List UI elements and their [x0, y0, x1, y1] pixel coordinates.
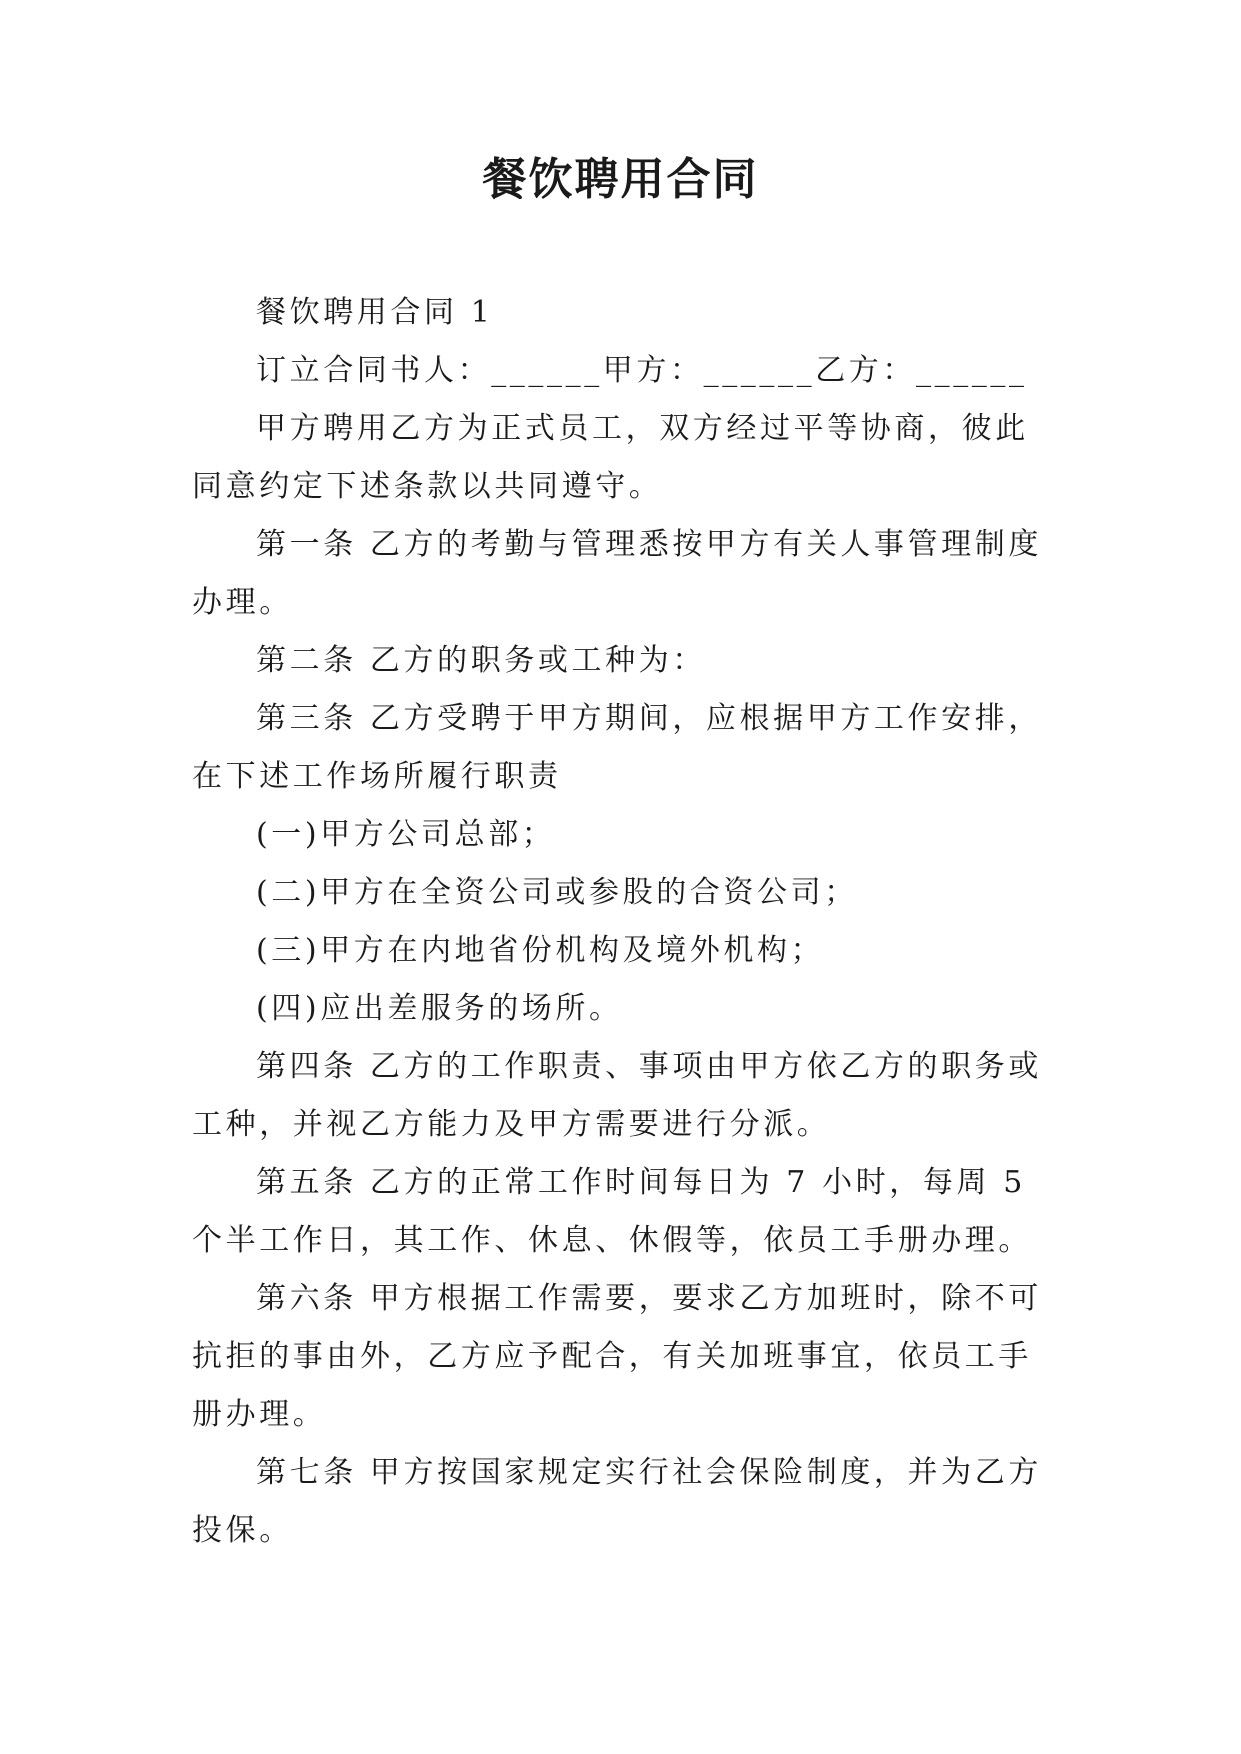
article-4: 第四条 乙方的工作职责、事项由甲方依乙方的职务或工种，并视乙方能力及甲方需要进行分派。 — [192, 1049, 1042, 1142]
article-3: 第三条 乙方受聘于甲方期间，应根据甲方工作安排，在下述工作场所履行职责 — [192, 701, 1042, 794]
article-1: 第一条 乙方的考勤与管理悉按甲方有关人事管理制度办理。 — [192, 527, 1042, 620]
document-body — [192, 284, 1050, 1560]
workplace-item-4: (四)应出差服务的场所。 — [256, 991, 623, 1026]
article-6: 第六条 甲方根据工作需要，要求乙方加班时，除不可抗拒的事由外，乙方应予配合，有关加班事宜，依员工手册办理。 — [192, 1281, 1042, 1432]
article-7: 第七条 甲方按国家规定实行社会保险制度，并为乙方投保。 — [192, 1455, 1042, 1548]
preamble-paragraph: 甲方聘用乙方为正式员工，双方经过平等协商，彼此同意约定下述条款以共同遵守。 — [192, 411, 1029, 504]
workplace-item-1: (一)甲方公司总部； — [256, 817, 556, 852]
signatories-line: 订立合同书人：______甲方：______乙方：______ — [256, 353, 1028, 388]
workplace-item-3: (三)甲方在内地省份机构及境外机构； — [256, 933, 825, 968]
article-5: 第五条 乙方的正常工作时间每日为 7 小时，每周 5 个半工作日，其工作、休息、休假等，依员工手册办理。 — [192, 1165, 1032, 1258]
article-2: 第二条 乙方的职务或工种为： — [256, 643, 706, 678]
document-title: 餐饮聘用合同 — [482, 154, 759, 205]
contract-heading: 餐饮聘用合同 1 — [256, 295, 494, 330]
workplace-item-2: (二)甲方在全资公司或参股的合资公司； — [256, 875, 858, 910]
